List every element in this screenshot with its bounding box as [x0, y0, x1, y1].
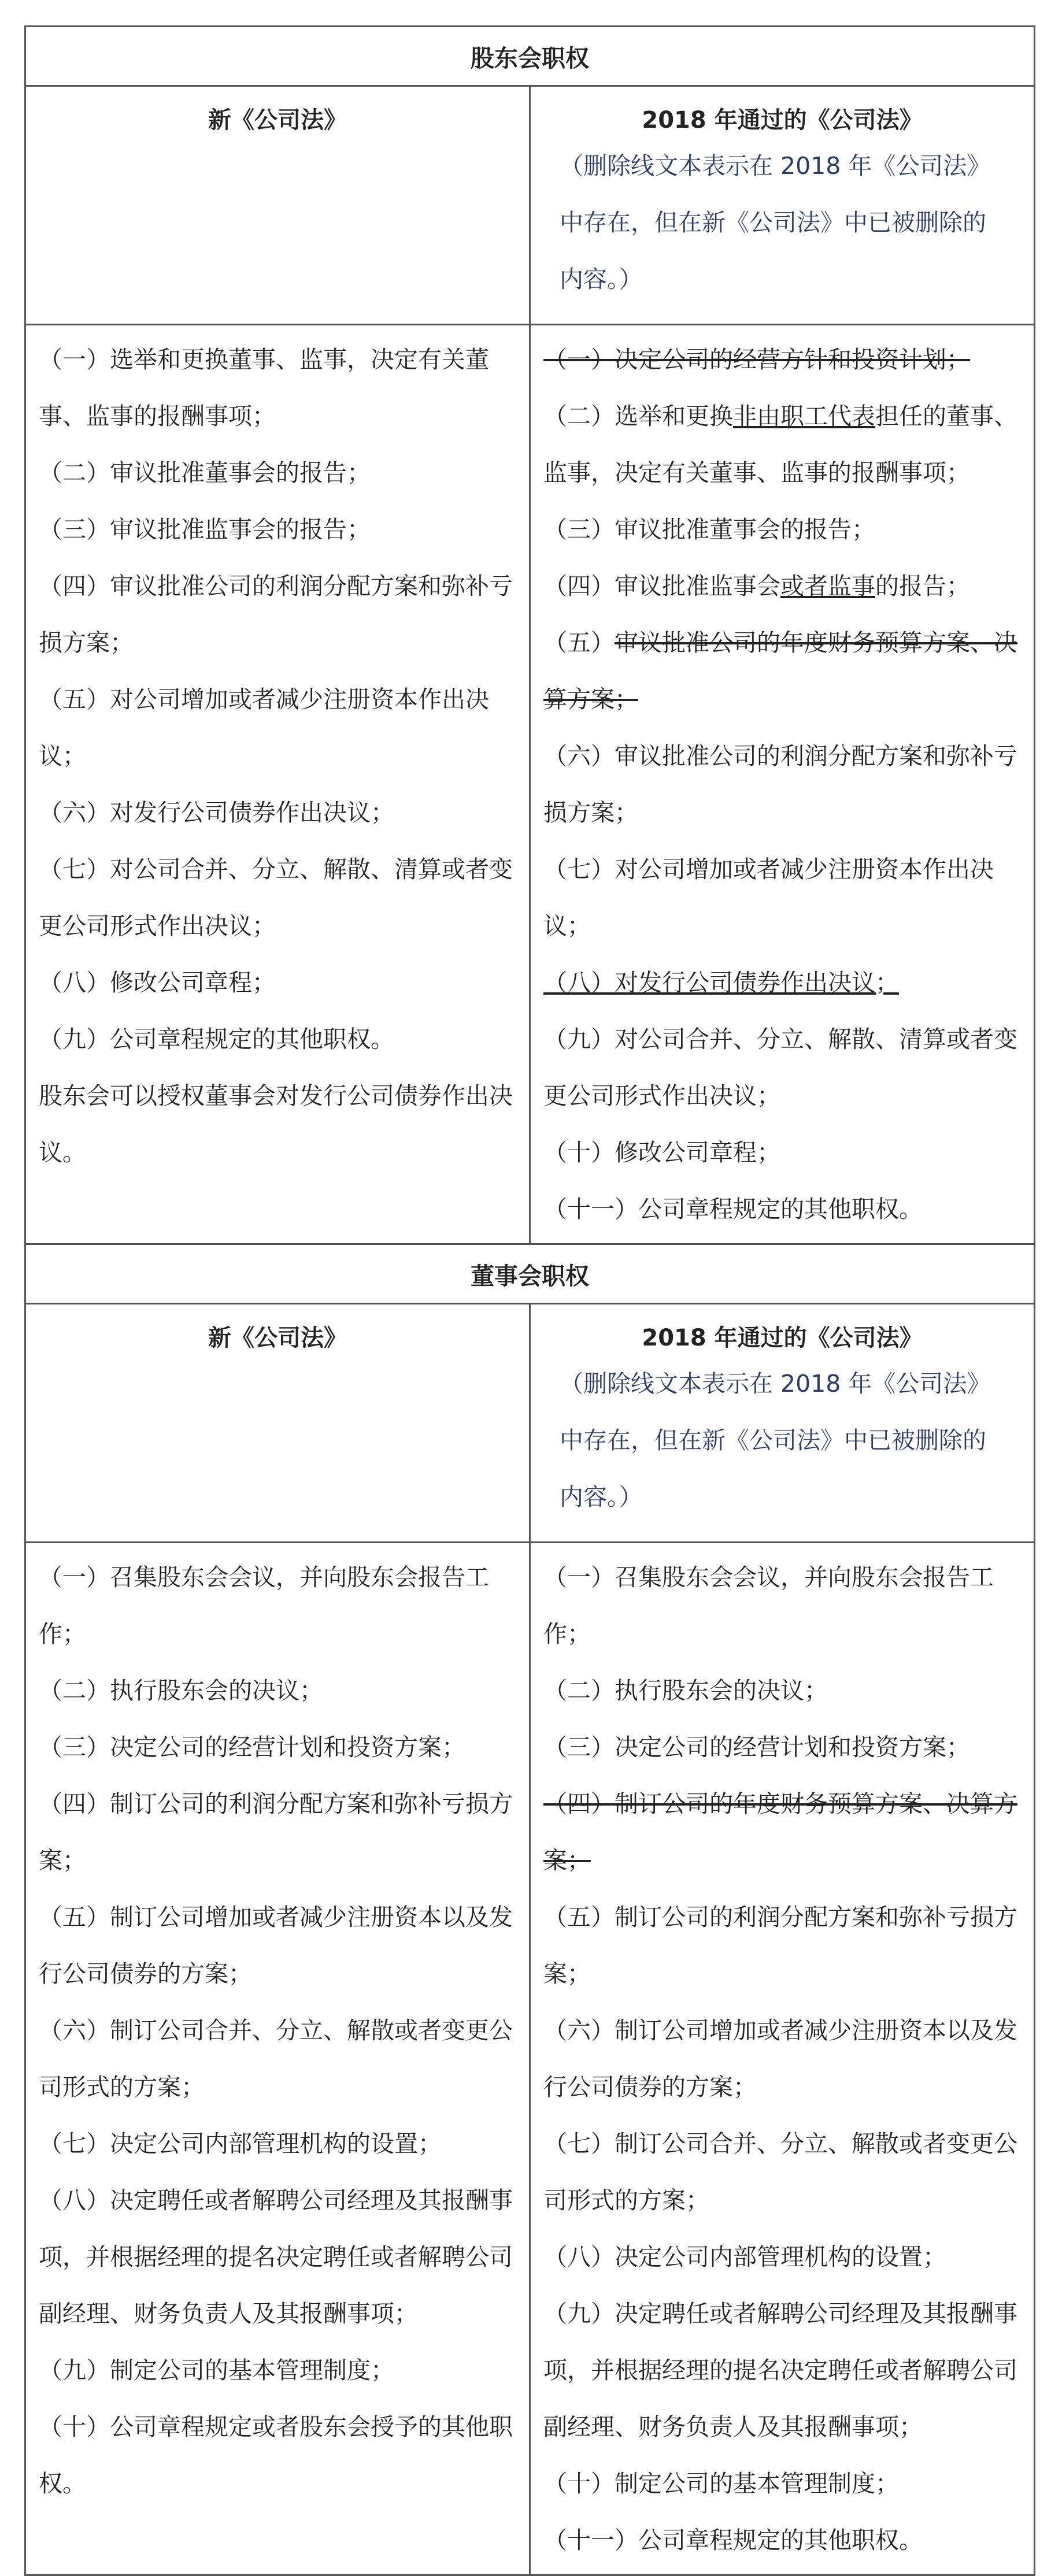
- right-header-text: 2018 年通过的《公司法》: [642, 1325, 923, 1351]
- list-item: （六）制订公司合并、分立、解散或者变更公司形式的方案；: [39, 2017, 513, 2101]
- list-item: （八）决定公司内部管理机构的设置；: [543, 2243, 946, 2271]
- left-body-cell: [25, 325, 530, 1244]
- list-item: [543, 614, 1026, 728]
- list-item: [543, 558, 1026, 614]
- right-column-header: [530, 86, 1035, 325]
- left-body-cell: [25, 1543, 530, 2575]
- strikethrough-note: （删除线文本表示在 2018 年《公司法》中存在，但在新《公司法》中已被删除的内容。）: [560, 1370, 991, 1511]
- left-header-text: 新《公司法》: [208, 107, 347, 134]
- left-column-header: [25, 86, 530, 325]
- deleted-text: 审议批准公司的年度财务预算方案、决算方案；: [543, 629, 1017, 713]
- list-item: （二）执行股东会的决议；: [39, 1677, 323, 1704]
- deleted-item: （一）决定公司的经营方针和投资计划；: [543, 346, 970, 373]
- list-item: （五）制订公司增加或者减少注册资本以及发行公司债券的方案；: [39, 1903, 513, 1988]
- right-header-text: 2018 年通过的《公司法》: [642, 107, 923, 134]
- list-item: （三）审议批准董事会的报告；: [543, 516, 875, 543]
- item-text: 担任的董事、监事，决定有关董事、监事的报酬事项；: [543, 402, 1017, 487]
- list-item: 股东会可以授权董事会对发行公司债券作出决议。: [39, 1082, 513, 1166]
- list-item: （九）对公司合并、分立、解散、清算或者变更公司形式作出决议；: [543, 1025, 1017, 1110]
- list-item: （十一）公司章程规定的其他职权。: [543, 1195, 923, 1223]
- list-item: （十）修改公司章程；: [543, 1139, 780, 1166]
- list-item: （五）制订公司的利润分配方案和弥补亏损方案；: [543, 1903, 1017, 1988]
- section-title-shareholders: 股东会职权: [25, 27, 1035, 86]
- item-text: （四）审议批准监事会: [543, 572, 780, 600]
- list-item: （十一）公司章程规定的其他职权。: [543, 2526, 923, 2554]
- comparison-table: [24, 25, 1035, 2576]
- list-item: （四）制订公司的利润分配方案和弥补亏损方案；: [39, 1790, 513, 1874]
- list-item: （四）审议批准公司的利润分配方案和弥补亏损方案；: [39, 572, 513, 657]
- list-item: （二）审议批准董事会的报告；: [39, 459, 371, 487]
- item-text: 的报告；: [875, 572, 970, 600]
- list-item: （十）制定公司的基本管理制度；: [543, 2470, 899, 2497]
- list-item: （三）决定公司的经营计划和投资方案；: [39, 1733, 465, 1761]
- list-item: （七）对公司合并、分立、解散、清算或者变更公司形式作出决议；: [39, 855, 513, 940]
- list-item: （十）公司章程规定或者股东会授予的其他职权。: [39, 2413, 513, 2497]
- underlined-text: 非由职工代表: [733, 402, 875, 430]
- list-item: （二）执行股东会的决议；: [543, 1677, 828, 1704]
- list-item: （三）审议批准监事会的报告；: [39, 516, 371, 543]
- list-item: （六）对发行公司债券作出决议；: [39, 799, 394, 826]
- section-title-board: 董事会职权: [25, 1244, 1035, 1304]
- underlined-text: 或者监事: [780, 572, 875, 600]
- right-body-cell: [530, 1543, 1035, 2575]
- list-item: （一）选举和更换董事、监事，决定有关董事、监事的报酬事项；: [39, 346, 489, 430]
- underlined-item: （八）对发行公司债券作出决议；: [543, 969, 899, 996]
- comparison-document: [24, 25, 1034, 2576]
- list-item: （一）召集股东会会议，并向股东会报告工作；: [39, 1563, 489, 1648]
- list-item: （七）制订公司合并、分立、解散或者变更公司形式的方案；: [543, 2130, 1017, 2214]
- list-item: [543, 388, 1026, 501]
- list-item: （八）决定聘任或者解聘公司经理及其报酬事项，并根据经理的提名决定聘任或者解聘公司副经理、财务负责人及其报酬事项；: [39, 2186, 513, 2327]
- list-item: （九）公司章程规定的其他职权。: [39, 1025, 394, 1053]
- list-item: （七）决定公司内部管理机构的设置；: [39, 2130, 442, 2158]
- list-item: （八）修改公司章程；: [39, 969, 276, 996]
- item-text: （五）: [543, 629, 615, 657]
- strikethrough-note: （删除线文本表示在 2018 年《公司法》中存在，但在新《公司法》中已被删除的内容。）: [560, 152, 991, 293]
- right-column-header: [530, 1304, 1035, 1543]
- list-item: （一）召集股东会会议，并向股东会报告工作；: [543, 1563, 994, 1648]
- right-body-cell: [530, 325, 1035, 1244]
- list-item: （九）制定公司的基本管理制度；: [39, 2356, 394, 2384]
- left-header-text: 新《公司法》: [208, 1325, 347, 1351]
- left-column-header: [25, 1304, 530, 1543]
- list-item: （五）对公司增加或者减少注册资本作出决议；: [39, 685, 489, 770]
- list-item: （三）决定公司的经营计划和投资方案；: [543, 1733, 970, 1761]
- list-item: （六）审议批准公司的利润分配方案和弥补亏损方案；: [543, 742, 1017, 826]
- list-item: （七）对公司增加或者减少注册资本作出决议；: [543, 855, 994, 940]
- list-item: （六）制订公司增加或者减少注册资本以及发行公司债券的方案；: [543, 2017, 1017, 2101]
- list-item: （九）决定聘任或者解聘公司经理及其报酬事项，并根据经理的提名决定聘任或者解聘公司副经理、财务负责人及其报酬事项；: [543, 2300, 1017, 2441]
- deleted-item: （四）制订公司的年度财务预算方案、决算方案；: [543, 1790, 1017, 1874]
- item-text: （二）选举和更换: [543, 402, 733, 430]
